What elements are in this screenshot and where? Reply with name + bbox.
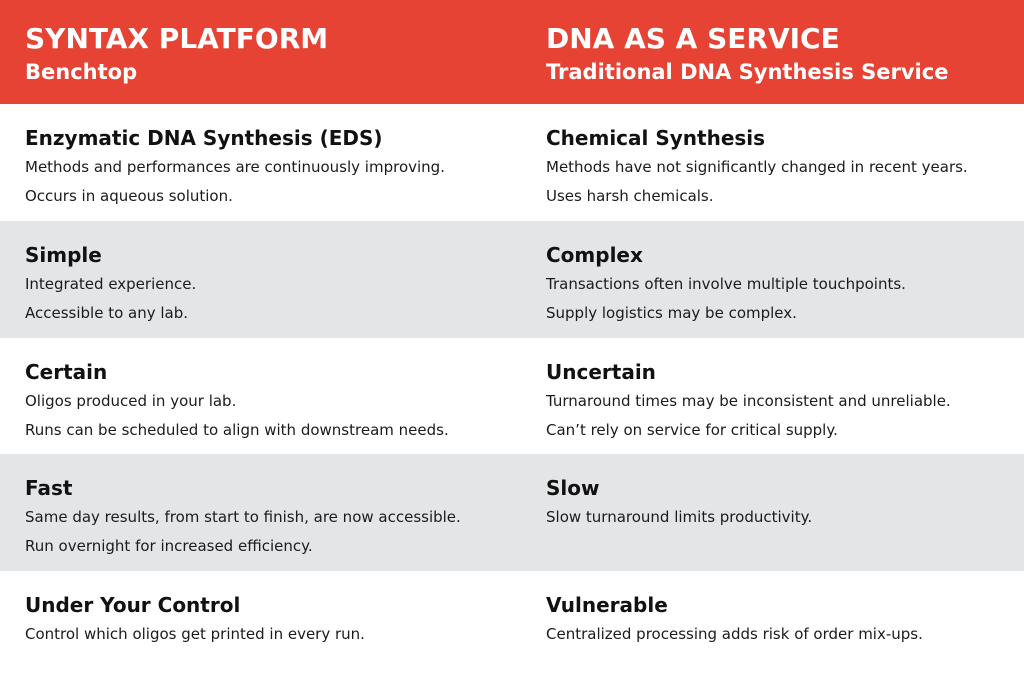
cell-text: Control which oligos get printed in every run. [25, 625, 365, 643]
table-row [0, 571, 1024, 677]
left-column-subtitle: Benchtop [25, 60, 138, 84]
cell-heading: Slow [546, 476, 600, 500]
left-column-title: SYNTAX PLATFORM [25, 22, 329, 55]
cell-heading: Chemical Synthesis [546, 126, 766, 150]
cell-text: Centralized processing adds risk of order mix-ups. [546, 625, 923, 643]
table-row [0, 221, 1024, 338]
cell-text: Can’t rely on service for critical supply. [546, 421, 838, 439]
table-row [0, 338, 1024, 454]
left-cell [25, 338, 505, 454]
cell-text: Uses harsh chemicals. [546, 187, 714, 205]
cell-text: Occurs in aqueous solution. [25, 187, 233, 205]
cell-text: Slow turnaround limits productivity. [546, 508, 813, 526]
right-column-subtitle: Traditional DNA Synthesis Service [546, 60, 949, 84]
table-row [0, 104, 1024, 221]
cell-text: Runs can be scheduled to align with downstream needs. [25, 421, 449, 439]
cell-heading: Uncertain [546, 360, 656, 384]
left-cell [25, 454, 505, 571]
left-cell [25, 221, 505, 338]
cell-text: Turnaround times may be inconsistent and unreliable. [546, 392, 951, 410]
right-cell [546, 454, 1016, 571]
left-cell [25, 571, 505, 677]
cell-heading: Enzymatic DNA Synthesis (EDS) [25, 126, 383, 150]
cell-text: Same day results, from start to finish, are now accessible. [25, 508, 461, 526]
cell-text: Supply logistics may be complex. [546, 304, 797, 322]
cell-text: Run overnight for increased efficiency. [25, 537, 313, 555]
cell-text: Accessible to any lab. [25, 304, 189, 322]
table-header [0, 0, 1024, 104]
cell-text: Methods have not significantly changed in recent years. [546, 158, 968, 176]
right-cell [546, 571, 1016, 677]
cell-heading: Complex [546, 243, 643, 267]
cell-heading: Fast [25, 476, 73, 500]
right-column-title: DNA AS A SERVICE [546, 22, 840, 55]
cell-text: Integrated experience. [25, 275, 197, 293]
cell-heading: Vulnerable [546, 593, 668, 617]
table-row [0, 454, 1024, 571]
left-cell [25, 104, 505, 221]
right-cell [546, 221, 1016, 338]
cell-heading: Simple [25, 243, 102, 267]
right-cell [546, 338, 1016, 454]
cell-text: Transactions often involve multiple touchpoints. [546, 275, 906, 293]
cell-heading: Under Your Control [25, 593, 241, 617]
right-cell [546, 104, 1016, 221]
cell-text: Oligos produced in your lab. [25, 392, 237, 410]
cell-text: Methods and performances are continuously improving. [25, 158, 445, 176]
cell-heading: Certain [25, 360, 108, 384]
